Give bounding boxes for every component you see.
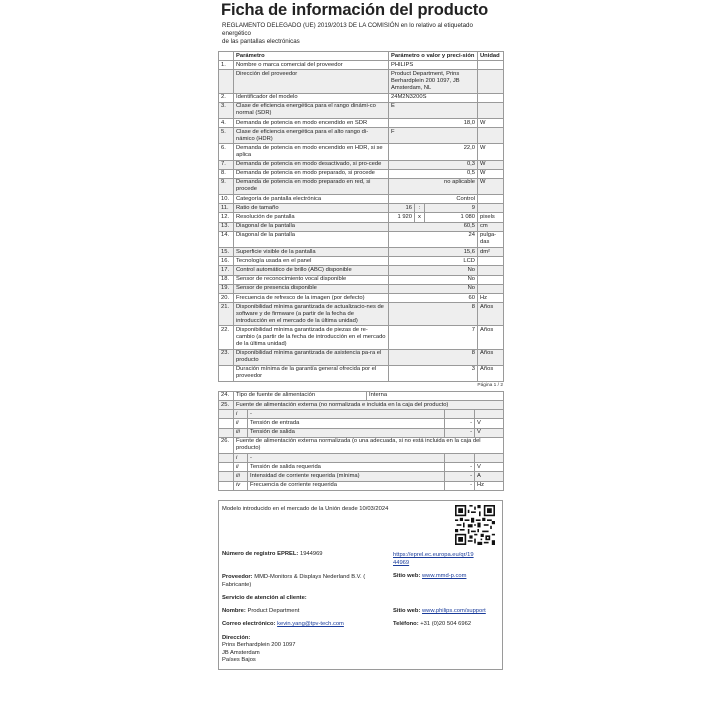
row-unit: Hz [478,293,504,302]
row-value: 60,5 [389,222,478,231]
row-parameter: Disponibilidad mínima garantizada de piezas de re-cambio (a partir de la fecha de introducción en el mercado de la última unidad) [234,326,389,349]
row-unit: Años [478,365,504,381]
subtitle-line: REGLAMENTO DELEGADO (UE) 2019/2013 DE LA COMISIÓN en lo relativo al etiquetado energético [222,22,473,37]
row-value: LCD [389,257,478,266]
sub-row-value [445,410,475,419]
table-row [219,93,504,102]
row-parameter: Demanda de potencia en modo encendido en HDR, si se aplica [234,144,389,160]
resolution-separator: x [415,213,425,222]
row-value: Interna [367,391,504,400]
table-row [219,144,504,160]
row-value: No [389,266,478,275]
sub-row-index: ii [234,419,248,428]
row-number: 12. [219,213,234,222]
row-number: 17. [219,266,234,275]
sub-row-value [445,454,475,463]
row-value: 8 [389,349,478,365]
row-parameter: Resolución de pantalla [234,213,389,222]
row-number: 4. [219,118,234,127]
provider-label: Proveedor: [222,573,253,580]
table-row [219,231,504,247]
row-unit [478,204,504,213]
email-link[interactable]: kevin.yang@tpv-tech.com [277,620,344,627]
row-number: 24. [219,391,234,400]
resolution-second: 1 080 [425,213,478,222]
row-parameter: Frecuencia de refresco de la imagen (por defecto) [234,293,389,302]
header-unit: Unidad [478,52,504,61]
table-row [219,70,504,93]
row-number-empty [219,410,234,419]
eprel-link-line[interactable]: 44969 [393,559,410,566]
row-number: 16. [219,257,234,266]
table-row [219,284,504,293]
table-row [219,222,504,231]
phone-label: Teléfono: [393,620,419,627]
row-number: 10. [219,195,234,204]
row-unit [478,61,504,70]
row-unit [478,284,504,293]
row-parameter: Categoría de pantalla electrónica [234,195,389,204]
customer-service-heading: Servicio de atención al cliente: [222,594,307,601]
market-date: Modelo introducido en el mercado de la Unión desde 10/03/2024 [222,505,389,512]
row-parameter: Nombre o marca comercial del proveedor [234,61,389,70]
table-row [219,303,504,326]
row-parameter: Tecnología usada en el panel [234,257,389,266]
email-label: Correo electrónico: [222,620,276,627]
ratio-separator: : [415,204,425,213]
table-row [219,204,504,213]
page-title: Ficha de información del producto [221,1,489,19]
page-number: Página 1 / 2 [477,382,503,388]
row-number: 5. [219,128,234,144]
row-parameter: Control automático de brillo (ABC) disponible [234,266,389,275]
row-value: 7 [389,326,478,349]
address-line: Países Bajos [222,657,256,664]
sub-row-unit: A [475,472,504,481]
row-number: 13. [219,222,234,231]
row-value: No [389,284,478,293]
row-unit: Años [478,303,504,326]
row-number: 14. [219,231,234,247]
table-row [219,169,504,178]
row-value: 24 [389,231,478,247]
row-unit [478,257,504,266]
address-block [222,635,295,665]
table-row [219,349,504,365]
row-unit [478,128,504,144]
row-value: 3 [389,365,478,381]
row-unit [478,275,504,284]
row-number: 19. [219,284,234,293]
table-row [219,213,504,222]
row-parameter: Diagonal de la pantalla [234,222,389,231]
row-unit: Años [478,326,504,349]
sub-row-value: - [445,481,475,490]
table-row [219,248,504,257]
sub-row-value: - [445,419,475,428]
row-number: 25. [219,401,234,410]
eprel-link-line[interactable]: https://eprel.ec.europa.eu/qr/19 [393,551,474,558]
row-parameter: Tipo de fuente de alimentación [234,391,367,400]
sub-row-unit: Hz [475,481,504,490]
email-row [222,621,344,627]
sub-row-parameter: Tensión de salida requerida [248,463,445,472]
sub-row-unit: V [475,463,504,472]
row-parameter: Duración mínima de la garantía general ofrecida por el proveedor [234,365,389,381]
table-row [219,266,504,275]
sub-row [219,481,504,490]
qr-code-icon[interactable] [455,505,495,545]
website-link[interactable]: www.mmd-p.com [422,572,467,579]
row-number: 23. [219,349,234,365]
website-row-2 [393,608,486,614]
row-number: 7. [219,160,234,169]
ratio-second: 9 [425,204,478,213]
row-value: F [389,128,478,144]
row-number: 11. [219,204,234,213]
sub-row-unit: V [475,428,504,437]
row-unit [478,70,504,93]
sub-row-unit [475,410,504,419]
row-number [219,70,234,93]
row-number-empty [219,481,234,490]
table-row [219,326,504,349]
row-number: 15. [219,248,234,257]
row-number-empty [219,472,234,481]
row-value: 15,6 [389,248,478,257]
website-label: Sitio web: [393,572,421,579]
eprel-link[interactable] [393,551,474,567]
sub-row-unit: V [475,419,504,428]
sub-row [219,428,504,437]
row-value: 0,3 [389,160,478,169]
provider-value-cont: Fabricante) [222,581,252,588]
sub-row-parameter: - [248,410,445,419]
row-number-empty [219,454,234,463]
sub-row [219,419,504,428]
row-unit [478,102,504,118]
row-value: E [389,102,478,118]
row-unit [478,266,504,275]
website-link[interactable]: www.philips.com/support [422,607,486,614]
provider-row [222,573,365,589]
row-parameter: Clase de eficiencia energética para el rango dinámi-co normal (SDR) [234,102,389,118]
sub-row-unit [475,454,504,463]
power-supply-table [218,391,504,491]
row-value: 60 [389,293,478,302]
website-row-1 [393,573,466,579]
row-parameter: Sensor de reconocimiento vocal disponible [234,275,389,284]
sub-row-value: - [445,472,475,481]
provider-value: MMD-Monitors & Displays Nederland B.V. ( [254,573,366,580]
row-unit: W [478,144,504,160]
name-value: Product Department [247,607,300,614]
row-value: PHILIPS [389,61,478,70]
resolution-first: 1 920 [389,213,415,222]
phone-row [393,621,471,627]
website-label: Sitio web: [393,607,421,614]
parameters-table [218,51,504,382]
row-parameter: Demanda de potencia en modo desactivado, si pro-cede [234,160,389,169]
address-line: JB Amsterdam [222,649,260,656]
ratio-first: 16 [389,204,415,213]
row-unit: W [478,169,504,178]
sub-row-value: - [445,463,475,472]
eprel-number: 1944969 [299,550,323,557]
sub-row-index: ii [234,463,248,472]
row-parameter: Superficie visible de la pantalla [234,248,389,257]
row-number: 8. [219,169,234,178]
sub-row-parameter: - [248,454,445,463]
sub-row-value: - [445,428,475,437]
row-parameter: Demanda de potencia en modo preparado, si procede [234,169,389,178]
table-row [219,178,504,194]
row-value: 24M2N3200S [389,93,478,102]
sub-row-parameter: Tensión de entrada [248,419,445,428]
row-value: No [389,275,478,284]
row-parameter: Diagonal de la pantalla [234,231,389,247]
row-number: 20. [219,293,234,302]
row-number-empty [219,419,234,428]
table-row [219,365,504,381]
row-value: 8 [389,303,478,326]
row-value: 18,0 [389,118,478,127]
table-row [219,195,504,204]
subtitle-line: de las pantallas electrónicas [222,38,300,45]
row-unit: cm [478,222,504,231]
product-information-sheet [218,0,503,670]
row-number: 21. [219,303,234,326]
phone-value: +31 (0)20 504 6962 [420,620,472,627]
sub-row [219,472,504,481]
row-unit: W [478,160,504,169]
sub-row-index: iii [234,472,248,481]
table-header-row [219,52,504,61]
table-row [219,275,504,284]
row-parameter: Demanda de potencia en modo preparado en red, si procede [234,178,389,194]
eprel-label: Número de registro EPREL: [222,550,299,557]
sub-row-parameter: Intensidad de corriente requerida (mínima) [248,472,445,481]
header-value: Parámetro o valor y preci-sión [389,52,478,61]
row-parameter: Identificador del modelo [234,93,389,102]
row-unit: W [478,118,504,127]
sub-row-index: iv [234,481,248,490]
row-value: 22,0 [389,144,478,160]
header-parameter: Parámetro [234,52,389,61]
row-unit: pixels [478,213,504,222]
sub-row-index: i [234,454,248,463]
table-row [219,128,504,144]
row-number: 22. [219,326,234,349]
table-row [219,293,504,302]
name-row [222,608,299,614]
sub-row [219,463,504,472]
row-number: 18. [219,275,234,284]
regulation-subtitle [222,22,503,46]
sub-row-parameter: Frecuencia de corriente requerida [248,481,445,490]
row-parameter: Fuente de alimentación externa normalizada (o una adecuada, si no está incluida en la caja del producto) [234,437,504,453]
row-number: 2. [219,93,234,102]
row-parameter: Demanda de potencia en modo encendido en SDR [234,118,389,127]
row-value: Control [389,195,478,204]
row-parameter: Sensor de presencia disponible [234,284,389,293]
table-row [219,118,504,127]
eprel-row [222,551,323,557]
row-value: Product Department, Prins Berhardplein 200 1097, JB Amsterdam, NL [389,70,478,93]
row-number-empty [219,463,234,472]
row-value: 0,5 [389,169,478,178]
table-row [219,102,504,118]
row-unit: W [478,178,504,194]
row-unit: pulga-das [478,231,504,247]
row-number: 9. [219,178,234,194]
table-row [219,401,504,410]
table-row [219,437,504,453]
sub-row-index: i [234,410,248,419]
row-parameter: Dirección del proveedor [234,70,389,93]
row-value: no aplicable [389,178,478,194]
table-row [219,391,504,400]
row-number-empty [219,428,234,437]
sub-row [219,454,504,463]
table-row [219,61,504,70]
name-label: Nombre: [222,607,246,614]
row-parameter: Ratio de tamaño [234,204,389,213]
sub-row [219,410,504,419]
table-row [219,160,504,169]
sub-row-index: iii [234,428,248,437]
row-unit [478,93,504,102]
row-parameter: Disponibilidad mínima garantizada de asistencia pa-ra el producto [234,349,389,365]
row-number: 26. [219,437,234,453]
address-label: Dirección: [222,634,251,641]
table-row [219,257,504,266]
row-number: 6. [219,144,234,160]
row-unit: Años [478,349,504,365]
row-parameter: Fuente de alimentación externa (no normalizada e incluida en la caja del producto) [234,401,504,410]
sub-row-parameter: Tensión de salida [248,428,445,437]
header-number [219,52,234,61]
row-number [219,365,234,381]
row-number: 1. [219,61,234,70]
row-parameter: Clase de eficiencia energética para el alto rango di-námico (HDR) [234,128,389,144]
registration-section [218,500,503,670]
address-line: Prins Berhardplein 200 1097 [222,642,296,649]
row-unit: dm² [478,248,504,257]
row-parameter: Disponibilidad mínima garantizada de actualizacio-nes de software y de firmware (a partir de la fecha de introducción en el mercado de la última unidad) [234,303,389,326]
row-number: 3. [219,102,234,118]
row-unit [478,195,504,204]
